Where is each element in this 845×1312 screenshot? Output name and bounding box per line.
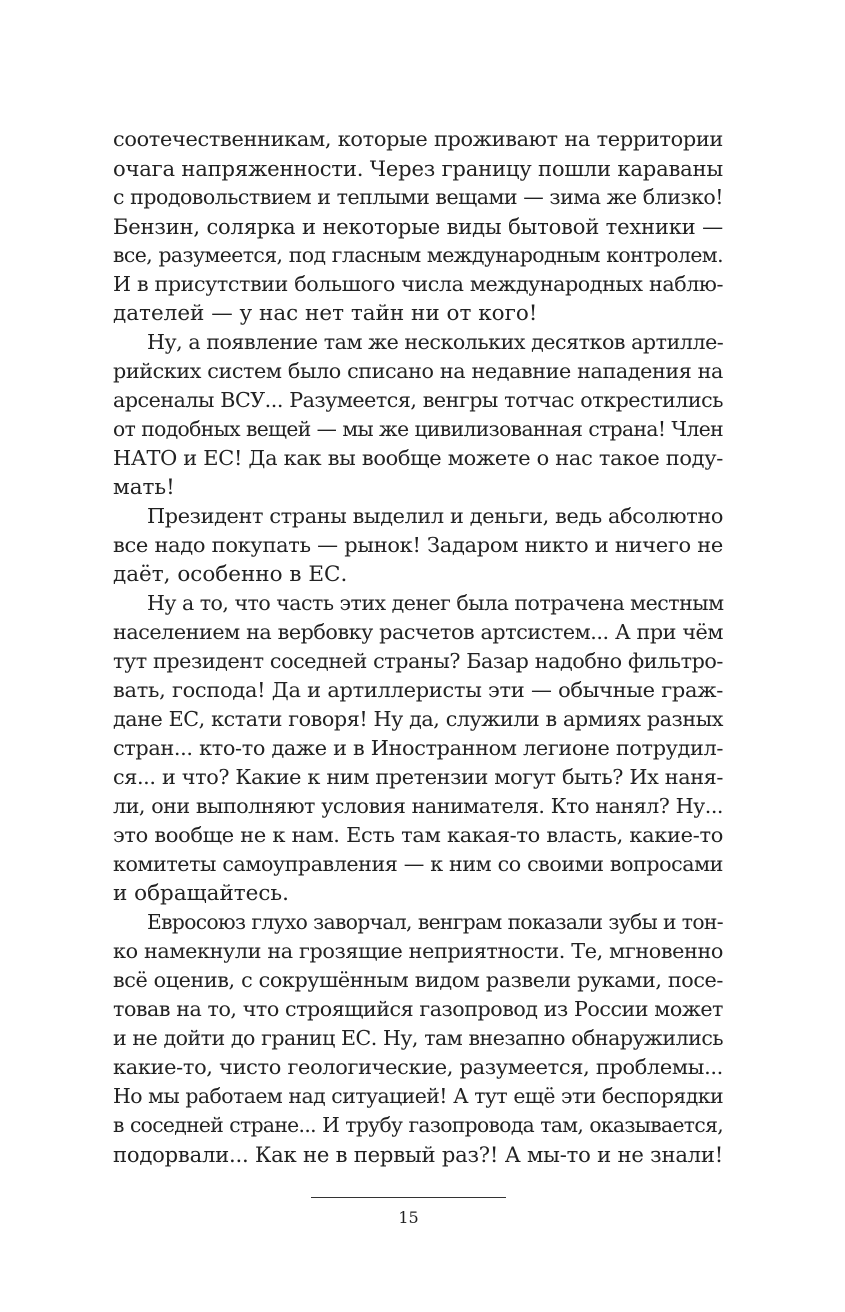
text-line: очага напряженности. Через границу пошли караваны [113, 156, 723, 181]
text-line: рийских систем было списано на недавние нападения на [113, 359, 723, 383]
paragraph-first-line: Ну а то, что часть этих денег была потрачена местным [147, 591, 724, 615]
paragraph-first-line: Ну, а появление там же нескольких десятков артилле- [147, 330, 724, 354]
text-line: товав на то, что строящийся газопровод из России может [113, 997, 723, 1021]
text-line: И в присутствии большого числа международных наблю- [113, 272, 723, 296]
text-line: мать! [113, 475, 175, 500]
paragraph-first-line: Евросоюз глухо заворчал, венграм показали зубы и тон- [147, 910, 723, 934]
text-line: арсеналы ВСУ... Разумеется, венгры тотчас открестились [113, 388, 723, 412]
text-line: это вообще не к нам. Есть там какая-то власть, какие-то [113, 823, 723, 847]
body-text [113, 125, 723, 1169]
text-line: всё оценив, с сокрушённым видом развели руками, посе- [113, 968, 723, 992]
text-line: какие-то, чисто геологические, разумеется, проблемы... [113, 1055, 723, 1079]
text-line: Бензин, солярка и некоторые виды бытовой техники — [113, 214, 723, 239]
page-number: 15 [398, 1208, 419, 1227]
text-line: дателей — у нас нет тайн ни от кого! [113, 301, 538, 326]
text-line: НАТО и ЕС! Да как вы вообще можете о нас такое поду- [113, 446, 723, 470]
text-line: вать, господа! Да и артиллеристы эти — обычные граж- [113, 678, 723, 702]
text-line: в соседней стране... И трубу газопровода там, оказывается, [113, 1113, 723, 1137]
text-line: подорвали... Как не в первый раз?! А мы-то и не знали! [113, 1142, 723, 1167]
text-line: Но мы работаем над ситуацией! А тут ещё эти беспорядки [113, 1084, 723, 1108]
text-line: ко намекнули на грозящие неприятности. Те, мгновенно [113, 939, 723, 963]
text-line: стран... кто-то даже и в Иностранном легионе потрудил- [113, 736, 723, 760]
text-line: соотечественникам, которые проживают на территории [113, 127, 723, 151]
footer-divider [311, 1197, 506, 1198]
text-line: населением на вербовку расчетов артсистем... А при чём [113, 620, 723, 644]
paragraph-first-line: Президент страны выделил и деньги, ведь абсолютно [147, 504, 723, 528]
text-line: дане ЕС, кстати говоря! Ну да, служили в армиях разных [113, 707, 723, 731]
text-line: тут президент соседней страны? Базар надобно фильтро- [113, 649, 723, 673]
text-line: даёт, особенно в ЕС. [113, 562, 348, 587]
text-line: от подобных вещей — мы же цивилизованная страна! Член [113, 417, 723, 441]
text-line: и не дойти до границ ЕС. Ну, там внезапно обнаружились [113, 1026, 723, 1050]
text-line: ли, они выполняют условия нанимателя. Кто нанял? Ну... [113, 794, 723, 818]
text-line: с продовольствием и теплыми вещами — зима же близко! [113, 185, 723, 209]
text-line: комитеты самоуправления — к ним со своими вопросами [113, 852, 723, 876]
text-line: ся... и что? Какие к ним претензии могут быть? Их наня- [113, 765, 723, 789]
text-line: все, разумеется, под гласным международным контролем. [113, 243, 723, 267]
text-line: и обращайтесь. [113, 881, 289, 906]
text-line: все надо покупать — рынок! Задаром никто и ничего не [113, 533, 723, 557]
